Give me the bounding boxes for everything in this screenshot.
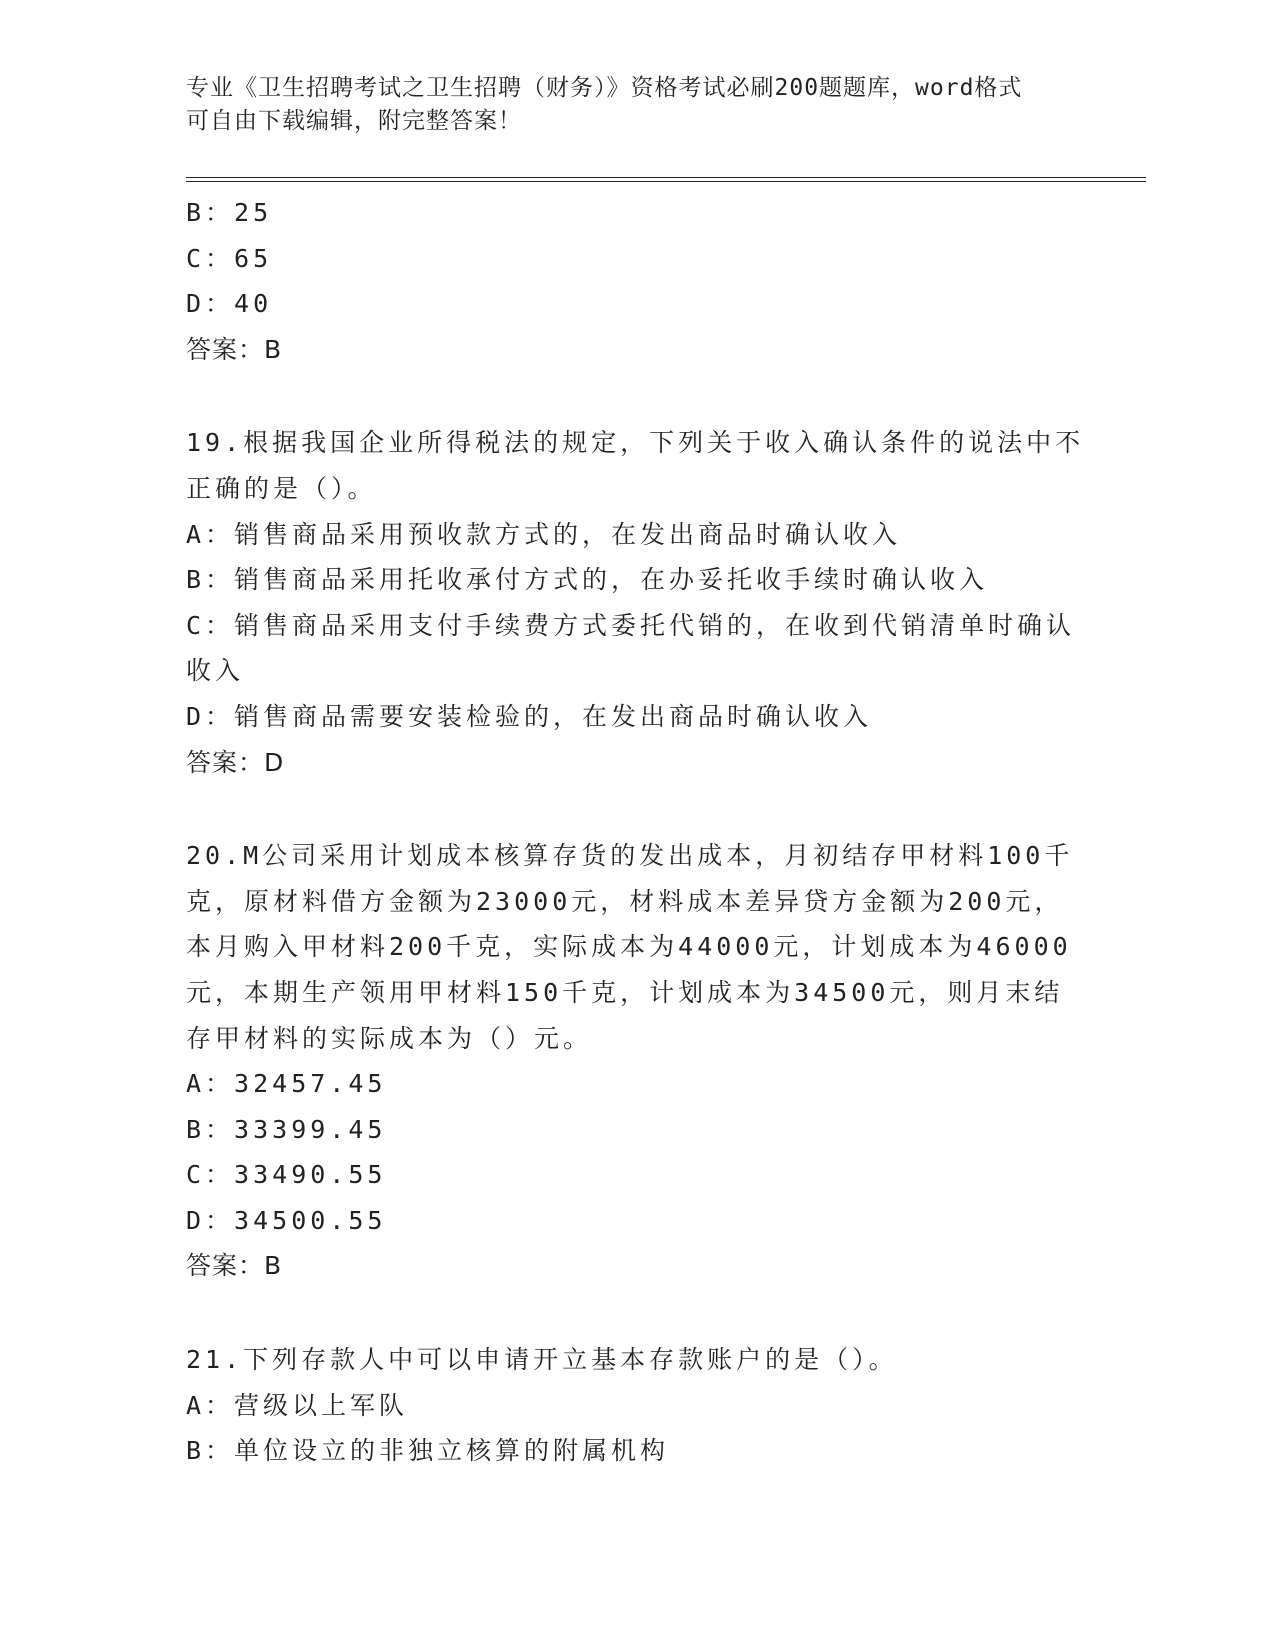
question-stem: 20.M公司采用计划成本核算存货的发出成本，月初结存甲材料100千 [186,841,1074,871]
question-stem: 克，原材料借方金额为23000元，材料成本差异贷方金额为200元， [186,886,1064,916]
header-line-2: 可自由下载编辑，附完整答案！ [186,108,522,134]
header-line-1: 专业《卫生招聘考试之卫生招聘（财务）》资格考试必刷200题题库，word格式 [186,75,1023,101]
header-divider [186,177,1146,178]
question-stem: 元，本期生产领用甲材料150千克，计划成本为34500元，则月末结 [186,977,1064,1007]
option-a: A：营级以上军队 [186,1390,409,1420]
question-21 [186,1337,1086,1474]
question-stem: 本月购入甲材料200千克，实际成本为44000元，计划成本为46000 [186,932,1072,962]
answer-line: 答案：B [186,1251,283,1281]
option-d: D：40 [186,289,273,319]
question-stem: 存甲材料的实际成本为（）元。 [186,1023,593,1053]
option-c: C：销售商品采用支付手续费方式委托代销的，在收到代销清单时确认 [186,610,1076,640]
option-b: B：单位设立的非独立核算的附属机构 [186,1436,670,1466]
option-d: D：销售商品需要安装检验的，在发出商品时确认收入 [186,701,873,731]
option-a: A：32457.45 [186,1069,387,1099]
option-b: B：销售商品采用托收承付方式的，在办妥托收手续时确认收入 [186,565,989,595]
question-stem: 正确的是（）。 [186,473,377,503]
question-stem: 21.下列存款人中可以申请开立基本存款账户的是（）。 [186,1345,898,1375]
option-b: B：25 [186,198,273,227]
document-body [186,190,1086,1474]
question-20 [186,833,1086,1289]
question-19 [186,420,1086,785]
header-divider-secondary [186,181,1146,182]
answer-line: 答案：D [186,747,285,777]
question-stem: 19.根据我国企业所得税法的规定，下列关于收入确认条件的说法中不 [186,428,1085,458]
option-a: A：销售商品采用预收款方式的，在发出商品时确认收入 [186,519,902,549]
option-d: D：34500.55 [186,1205,387,1235]
option-c: C：33490.55 [186,1160,387,1190]
option-b: B：33399.45 [186,1114,387,1144]
question-18-tail [186,190,1086,372]
answer-line: 答案：B [186,334,283,364]
option-c-continued: 收入 [186,656,245,686]
document-header [186,72,1066,138]
option-c: C：65 [186,243,273,273]
